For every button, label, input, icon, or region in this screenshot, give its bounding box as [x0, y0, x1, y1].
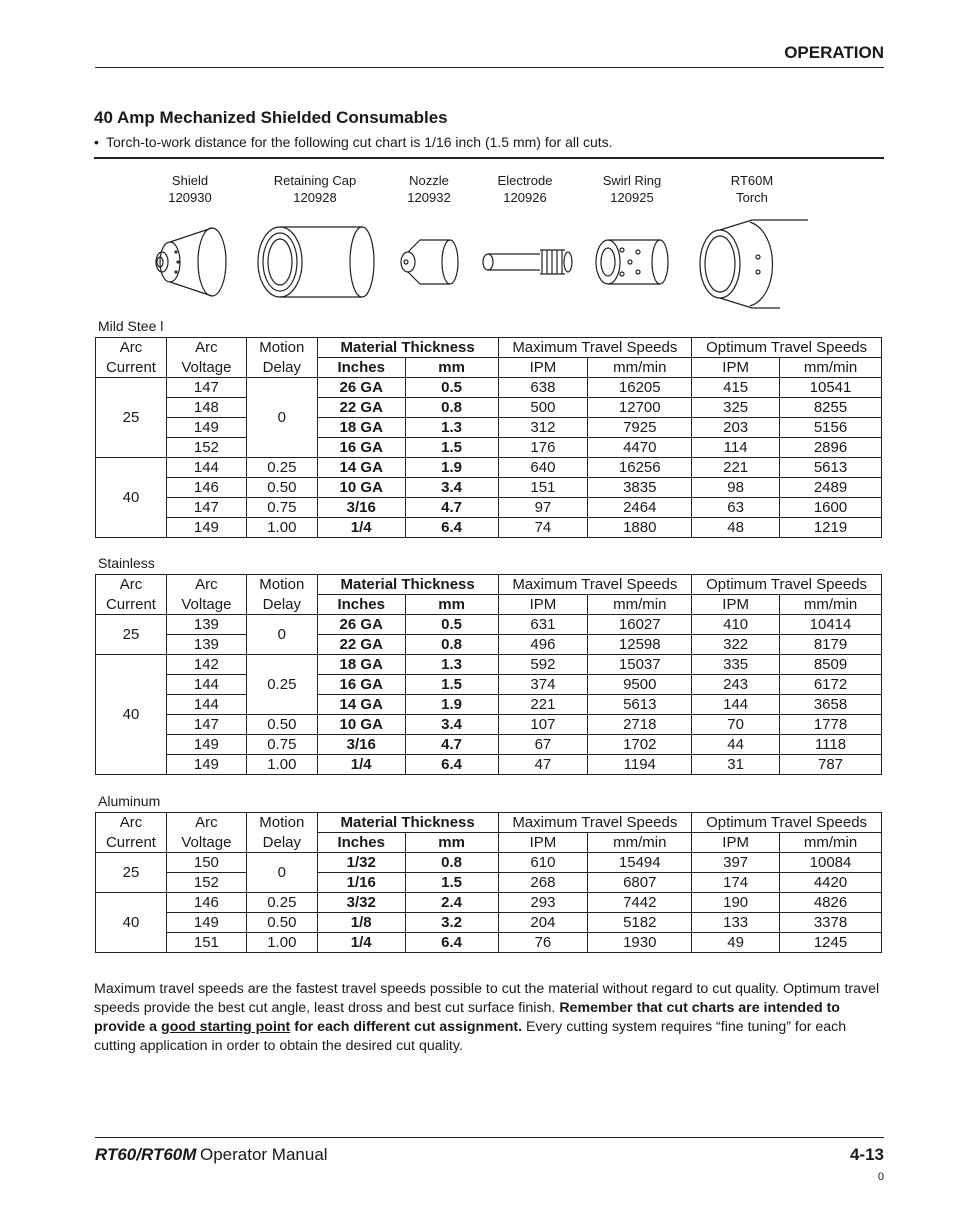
table-row — [96, 715, 882, 735]
footer-manual-title: Operator Manual — [200, 1145, 328, 1164]
table-row — [96, 478, 882, 498]
table-cell: 1/4 — [317, 518, 405, 538]
table-cell: 16 GA — [317, 438, 405, 458]
header-cell: Maximum Travel Speeds — [498, 338, 692, 358]
swirl-ring-part-icon — [596, 240, 668, 284]
bullet-dot: • — [94, 134, 99, 150]
header-cell: Optimum Travel Speeds — [692, 575, 882, 595]
header-cell: Current — [96, 833, 167, 853]
table-row — [96, 655, 882, 675]
header-cell: IPM — [498, 358, 588, 378]
consumables-illustration — [140, 172, 820, 322]
table-cell: 2489 — [780, 478, 882, 498]
table-label-mild-steel: Mild Stee l — [98, 318, 164, 334]
header-cell: mm/min — [588, 833, 692, 853]
table-cell: 26 GA — [317, 378, 405, 398]
table-cell: 335 — [692, 655, 780, 675]
table-cell: 147 — [166, 498, 246, 518]
table-cell: 0.25 — [246, 893, 317, 913]
table-cell: 1.00 — [246, 755, 317, 775]
table-cell: 5613 — [780, 458, 882, 478]
table-row — [96, 458, 882, 478]
table-cell: 12700 — [588, 398, 692, 418]
table-cell: 293 — [498, 893, 588, 913]
header-cell: mm — [405, 595, 498, 615]
table-cell: 500 — [498, 398, 588, 418]
table-cell: 142 — [166, 655, 246, 675]
header-cell: mm/min — [780, 833, 882, 853]
bullet-note — [94, 134, 613, 150]
header-divider — [95, 67, 884, 68]
table-cell: 1880 — [588, 518, 692, 538]
cut-chart-mild-steel — [95, 337, 882, 538]
table-cell: 149 — [166, 755, 246, 775]
table-row — [96, 518, 882, 538]
table-cell: 176 — [498, 438, 588, 458]
cut-chart-stainless — [95, 574, 882, 775]
header-cell: Current — [96, 358, 167, 378]
table-cell: 15037 — [588, 655, 692, 675]
header-cell: Material Thickness — [317, 813, 498, 833]
table-cell: 190 — [692, 893, 780, 913]
nozzle-part-icon — [401, 240, 458, 284]
note-emphasis-end: for each different cut assignment. — [290, 1019, 523, 1035]
table-cell: 2896 — [780, 438, 882, 458]
table-cell: 221 — [498, 695, 588, 715]
table-row — [96, 398, 882, 418]
table-cell: 16256 — [588, 458, 692, 478]
table-header-row — [96, 575, 882, 595]
table-cell: 149 — [166, 913, 246, 933]
table-cell: 16027 — [588, 615, 692, 635]
footer-model: RT60/RT60M — [95, 1145, 197, 1164]
table-cell: 4420 — [780, 873, 882, 893]
table-cell: 322 — [692, 635, 780, 655]
table-cell: 9500 — [588, 675, 692, 695]
table-cell: 3.2 — [405, 913, 498, 933]
table-header-row — [96, 813, 882, 833]
table-cell: 592 — [498, 655, 588, 675]
table-cell: 144 — [166, 458, 246, 478]
table-cell: 0 — [246, 853, 317, 893]
header-cell: mm/min — [780, 358, 882, 378]
table-cell: 16 GA — [317, 675, 405, 695]
table-row — [96, 635, 882, 655]
header-cell: IPM — [498, 595, 588, 615]
header-cell: Arc — [166, 338, 246, 358]
table-cell: 67 — [498, 735, 588, 755]
table-cell: 5182 — [588, 913, 692, 933]
header-cell: IPM — [692, 595, 780, 615]
table-row — [96, 913, 882, 933]
table-cell: 47 — [498, 755, 588, 775]
table-cell: 63 — [692, 498, 780, 518]
table-header-row — [96, 358, 882, 378]
table-cell: 203 — [692, 418, 780, 438]
table-cell: 1/8 — [317, 913, 405, 933]
header-cell: Inches — [317, 358, 405, 378]
header-cell: mm/min — [588, 358, 692, 378]
table-cell: 1/32 — [317, 853, 405, 873]
table-cell: 1.5 — [405, 873, 498, 893]
table-cell: 18 GA — [317, 418, 405, 438]
table-cell: 2718 — [588, 715, 692, 735]
table-cell: 10 GA — [317, 715, 405, 735]
table-cell: 243 — [692, 675, 780, 695]
table-header-row — [96, 338, 882, 358]
footer-divider — [95, 1137, 884, 1138]
header-cell: Current — [96, 595, 167, 615]
table-cell: 1.00 — [246, 933, 317, 953]
table-cell: 48 — [692, 518, 780, 538]
table-cell: 149 — [166, 735, 246, 755]
table-cell: 4470 — [588, 438, 692, 458]
table-cell: 2464 — [588, 498, 692, 518]
table-row — [96, 853, 882, 873]
table-cell: 1.9 — [405, 458, 498, 478]
table-cell: 0.50 — [246, 478, 317, 498]
table-cell: 10541 — [780, 378, 882, 398]
table-row — [96, 378, 882, 398]
table-cell: 631 — [498, 615, 588, 635]
table-cell: 6.4 — [405, 933, 498, 953]
table-row — [96, 735, 882, 755]
table-row — [96, 418, 882, 438]
header-cell: Motion — [246, 813, 317, 833]
table-cell: 76 — [498, 933, 588, 953]
revision-number: 0 — [877, 1171, 884, 1183]
note-text-end: Every cutting system requires “fine tuning” for each cutting application in order to obtain the desired cut quality. — [94, 1019, 847, 1054]
header-cell: Arc — [166, 575, 246, 595]
table-cell: 1600 — [780, 498, 882, 518]
table-cell: 3/16 — [317, 498, 405, 518]
header-cell: Motion — [246, 575, 317, 595]
table-cell: 8509 — [780, 655, 882, 675]
table-cell: 0.5 — [405, 378, 498, 398]
table-cell: 31 — [692, 755, 780, 775]
table-cell: 26 GA — [317, 615, 405, 635]
header-cell: Maximum Travel Speeds — [498, 813, 692, 833]
header-cell: IPM — [692, 833, 780, 853]
header-cell: Motion — [246, 338, 317, 358]
table-cell: 374 — [498, 675, 588, 695]
table-cell: 0.8 — [405, 635, 498, 655]
table-cell: 16205 — [588, 378, 692, 398]
table-cell: 3/16 — [317, 735, 405, 755]
header-cell: Maximum Travel Speeds — [498, 575, 692, 595]
table-cell: 18 GA — [317, 655, 405, 675]
table-cell: 25 — [96, 853, 167, 893]
table-cell: 3.4 — [405, 715, 498, 735]
table-row — [96, 438, 882, 458]
table-cell: 6172 — [780, 675, 882, 695]
table-cell: 1.3 — [405, 655, 498, 675]
table-cell: 410 — [692, 615, 780, 635]
header-cell: Voltage — [166, 595, 246, 615]
table-cell: 6.4 — [405, 518, 498, 538]
header-cell: Material Thickness — [317, 575, 498, 595]
table-cell: 1778 — [780, 715, 882, 735]
table-cell: 146 — [166, 893, 246, 913]
table-header-row — [96, 833, 882, 853]
table-cell: 0.75 — [246, 735, 317, 755]
electrode-part-icon — [483, 250, 572, 274]
table-cell: 0.5 — [405, 615, 498, 635]
table-label-stainless: Stainless — [98, 555, 155, 571]
table-cell: 0.8 — [405, 853, 498, 873]
table-row — [96, 873, 882, 893]
table-cell: 14 GA — [317, 695, 405, 715]
table-cell: 149 — [166, 418, 246, 438]
table-cell: 133 — [692, 913, 780, 933]
table-cell: 1.5 — [405, 675, 498, 695]
header-cell: Delay — [246, 358, 317, 378]
header-cell: Inches — [317, 595, 405, 615]
header-cell: Voltage — [166, 358, 246, 378]
table-cell: 25 — [96, 615, 167, 655]
table-cell: 5613 — [588, 695, 692, 715]
table-cell: 0.50 — [246, 913, 317, 933]
header-cell: mm/min — [780, 595, 882, 615]
table-cell: 22 GA — [317, 635, 405, 655]
part-label-nozzle: Nozzle 120932 — [407, 173, 451, 205]
table-cell: 97 — [498, 498, 588, 518]
table-cell: 1245 — [780, 933, 882, 953]
table-cell: 147 — [166, 378, 246, 398]
header-cell: IPM — [692, 358, 780, 378]
table-cell: 1.00 — [246, 518, 317, 538]
shield-part-icon — [156, 228, 226, 296]
header-cell: Inches — [317, 833, 405, 853]
table-cell: 3658 — [780, 695, 882, 715]
header-cell: Material Thickness — [317, 338, 498, 358]
header-cell: Delay — [246, 595, 317, 615]
table-cell: 10 GA — [317, 478, 405, 498]
page-number: 4-13 — [849, 1145, 884, 1164]
table-cell: 10084 — [780, 853, 882, 873]
table-cell: 15494 — [588, 853, 692, 873]
table-cell: 1/4 — [317, 933, 405, 953]
table-cell: 1.3 — [405, 418, 498, 438]
note-underlined: good starting point — [161, 1019, 291, 1035]
section-divider — [94, 157, 884, 159]
table-cell: 415 — [692, 378, 780, 398]
part-label-retaining-cap: Retaining Cap 120928 — [273, 173, 357, 205]
table-cell: 10414 — [780, 615, 882, 635]
table-cell: 74 — [498, 518, 588, 538]
table-cell: 1194 — [588, 755, 692, 775]
table-cell: 638 — [498, 378, 588, 398]
table-cell: 152 — [166, 438, 246, 458]
table-cell: 149 — [166, 518, 246, 538]
table-cell: 44 — [692, 735, 780, 755]
table-cell: 114 — [692, 438, 780, 458]
table-cell: 204 — [498, 913, 588, 933]
table-cell: 147 — [166, 715, 246, 735]
part-label-torch: RT60M Torch — [730, 173, 774, 205]
table-cell: 7925 — [588, 418, 692, 438]
part-label-shield: Shield 120930 — [168, 173, 212, 205]
cut-chart-aluminum — [95, 812, 882, 953]
table-row — [96, 893, 882, 913]
table-cell: 0 — [246, 378, 317, 458]
table-cell: 221 — [692, 458, 780, 478]
section-title: 40 Amp Mechanized Shielded Consumables — [94, 108, 448, 127]
table-cell: 151 — [166, 933, 246, 953]
table-cell: 98 — [692, 478, 780, 498]
table-cell: 40 — [96, 458, 167, 538]
table-cell: 325 — [692, 398, 780, 418]
table-cell: 6807 — [588, 873, 692, 893]
table-cell: 5156 — [780, 418, 882, 438]
part-label-swirl-ring: Swirl Ring 120925 — [602, 173, 662, 205]
table-cell: 25 — [96, 378, 167, 458]
table-row — [96, 615, 882, 635]
table-cell: 146 — [166, 478, 246, 498]
table-cell: 14 GA — [317, 458, 405, 478]
table-cell: 1/16 — [317, 873, 405, 893]
table-cell: 1930 — [588, 933, 692, 953]
table-cell: 312 — [498, 418, 588, 438]
torch-part-icon — [700, 220, 808, 308]
table-cell: 152 — [166, 873, 246, 893]
part-label-electrode: Electrode 120926 — [497, 173, 553, 205]
table-cell: 150 — [166, 853, 246, 873]
table-cell: 7442 — [588, 893, 692, 913]
table-cell: 3378 — [780, 913, 882, 933]
table-cell: 139 — [166, 615, 246, 635]
table-cell: 148 — [166, 398, 246, 418]
table-cell: 151 — [498, 478, 588, 498]
table-cell: 4.7 — [405, 735, 498, 755]
table-cell: 1702 — [588, 735, 692, 755]
header-cell: mm/min — [588, 595, 692, 615]
table-cell: 268 — [498, 873, 588, 893]
bullet-text: Torch-to-work distance for the following cut chart is 1/16 inch (1.5 mm) for all cuts. — [106, 134, 613, 150]
header-cell: Voltage — [166, 833, 246, 853]
table-cell: 0.75 — [246, 498, 317, 518]
table-cell: 49 — [692, 933, 780, 953]
table-cell: 0 — [246, 615, 317, 655]
table-cell: 8179 — [780, 635, 882, 655]
table-row — [96, 755, 882, 775]
table-cell: 496 — [498, 635, 588, 655]
header-cell: Optimum Travel Speeds — [692, 813, 882, 833]
table-cell: 174 — [692, 873, 780, 893]
page-section-header: OPERATION — [784, 43, 884, 62]
table-row — [96, 933, 882, 953]
header-cell: mm — [405, 833, 498, 853]
table-cell: 144 — [166, 695, 246, 715]
table-cell: 12598 — [588, 635, 692, 655]
header-cell: mm — [405, 358, 498, 378]
table-cell: 0.25 — [246, 655, 317, 715]
table-cell: 2.4 — [405, 893, 498, 913]
table-cell: 1.5 — [405, 438, 498, 458]
table-cell: 3.4 — [405, 478, 498, 498]
table-cell: 4826 — [780, 893, 882, 913]
header-cell: IPM — [498, 833, 588, 853]
table-cell: 3/32 — [317, 893, 405, 913]
header-cell: Optimum Travel Speeds — [692, 338, 882, 358]
table-cell: 1.9 — [405, 695, 498, 715]
table-row — [96, 498, 882, 518]
table-cell: 8255 — [780, 398, 882, 418]
table-cell: 787 — [780, 755, 882, 775]
header-cell: Arc — [96, 338, 167, 358]
retaining-cap-part-icon — [258, 227, 374, 297]
table-cell: 0.25 — [246, 458, 317, 478]
header-cell: Delay — [246, 833, 317, 853]
table-header-row — [96, 595, 882, 615]
note-text: Maximum travel speeds are the fastest travel speeds possible to cut the material without regard to cut quality. Optimum travel speeds provide the best cut angle, least dross and best cut surface finish. — [94, 981, 880, 1016]
table-cell: 1219 — [780, 518, 882, 538]
table-cell: 107 — [498, 715, 588, 735]
table-cell: 144 — [166, 675, 246, 695]
header-cell: Arc — [166, 813, 246, 833]
table-cell: 1118 — [780, 735, 882, 755]
table-cell: 397 — [692, 853, 780, 873]
table-cell: 0.50 — [246, 715, 317, 735]
table-cell: 3835 — [588, 478, 692, 498]
note-emphasis: Remember that cut charts are intended to provide a — [94, 1000, 840, 1035]
table-label-aluminum: Aluminum — [98, 793, 161, 809]
table-cell: 610 — [498, 853, 588, 873]
header-cell: Arc — [96, 813, 167, 833]
header-cell: Arc — [96, 575, 167, 595]
cut-chart-note — [94, 980, 884, 1056]
table-cell: 0.8 — [405, 398, 498, 418]
table-cell: 1/4 — [317, 755, 405, 775]
table-cell: 144 — [692, 695, 780, 715]
table-row — [96, 675, 882, 695]
table-cell: 6.4 — [405, 755, 498, 775]
table-cell: 40 — [96, 655, 167, 775]
table-cell: 640 — [498, 458, 588, 478]
table-cell: 139 — [166, 635, 246, 655]
table-row — [96, 695, 882, 715]
table-cell: 40 — [96, 893, 167, 953]
table-cell: 22 GA — [317, 398, 405, 418]
table-cell: 4.7 — [405, 498, 498, 518]
table-cell: 70 — [692, 715, 780, 735]
